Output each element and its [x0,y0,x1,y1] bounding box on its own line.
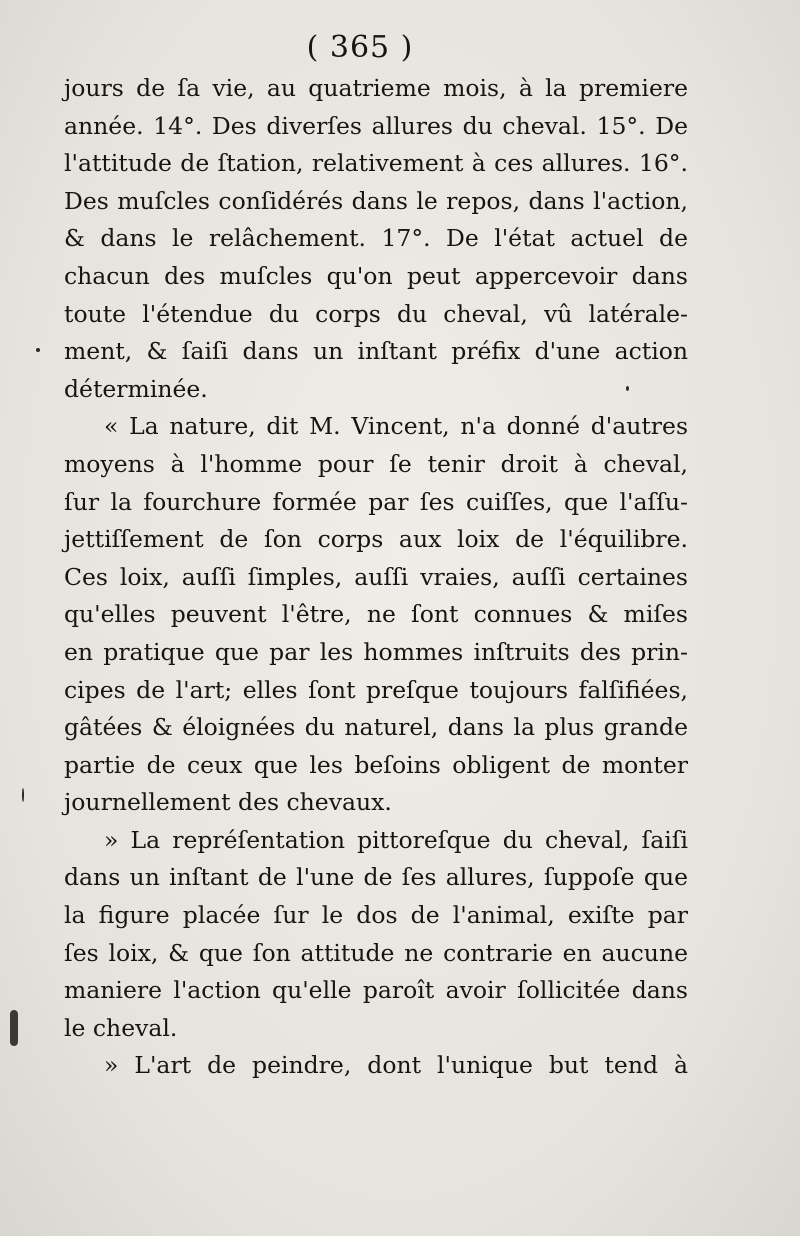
text-line: en pratique que par les hommes inſtruits des prin- [64,637,688,666]
text-line: & dans le relâchement. 17°. De l'état actuel de [64,224,688,253]
text-line: moyens à l'homme pour ſe tenir droit à cheval, [64,449,688,478]
text-line: » La repréſentation pittoreſque du cheval, ſaiſi [104,825,688,854]
text-line: gâtées & éloignées du naturel, dans la plus grande [64,713,688,742]
text-line: Des muſcles conſidérés dans le repos, dans l'action, [64,186,688,215]
text-line: toute l'étendue du corps du cheval, vû latérale- [64,299,688,328]
page-edge-mark [10,1010,18,1046]
ink-speck [22,788,24,802]
text-line: cipes de l'art; elles ſont preſque toujours falſifiées, [64,675,688,704]
ink-speck [36,348,40,352]
text-line: déterminée. [64,374,208,403]
text-line: jours de ſa vie, au quatrieme mois, à la premiere [64,74,688,102]
text-line: ſes loix, & que ſon attitude ne contrarie en aucune [64,938,688,967]
text-line: journellement des chevaux. [64,788,392,817]
text-line: chacun des muſcles qu'on peut appercevoir dans [64,261,688,290]
text-line: l'attitude de ſtation, relativement à ces allures. 16°. [64,149,688,178]
text-line: dans un inſtant de l'une de ſes allures, ſuppoſe que [64,863,688,892]
text-line: qu'elles peuvent l'être, ne ſont connues & miſes [64,600,688,629]
text-line: ſur la fourchure formée par ſes cuiſſes, que l'aſſu- [64,487,688,516]
text-line: jettiſſement de ſon corps aux loix de l'équilibre. [64,525,688,554]
body-text [64,70,688,1085]
text-line: année. 14°. Des diverſes allures du cheval. 15°. De [64,111,688,140]
text-line: partie de ceux que les beſoins obligent de monter [64,750,688,779]
ink-speck [626,386,629,391]
text-line: le cheval. [64,1013,178,1042]
page-number: ( 365 ) [306,30,414,65]
text-line: la figure placée ſur le dos de l'animal, exiſte par [64,901,688,930]
text-line: Ces loix, auſſi ſimples, auſſi vraies, auſſi certaines [64,562,688,591]
text-line: maniere l'action qu'elle paroît avoir ſollicitée dans [64,976,688,1005]
text-line: ment, & ſaiſi dans un inſtant préfix d'une action [64,337,688,366]
text-line: « La nature, dit M. Vincent, n'a donné d'autres [104,412,688,441]
text-line: » L'art de peindre, dont l'unique but tend à [104,1051,688,1080]
